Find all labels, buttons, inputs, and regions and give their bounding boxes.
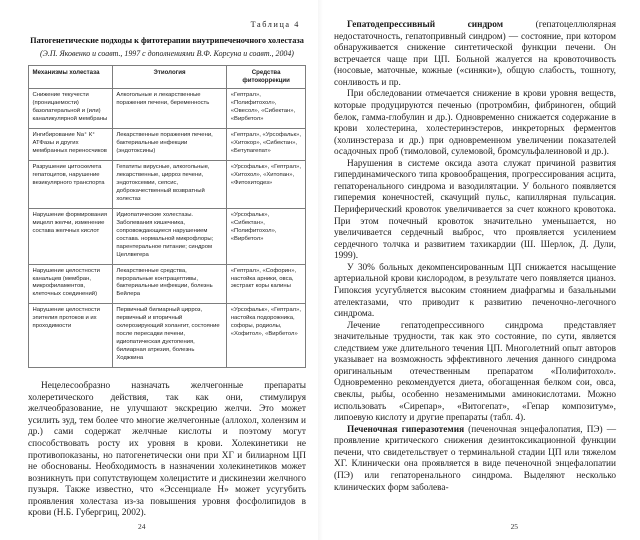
- cell-means: «Гептрал», «Урсофальк», «Хитокор», «Сибектан», «Бетупагепат»: [227, 128, 306, 160]
- column-header-etiology: Этиология: [112, 65, 226, 88]
- table-title: Патогенетические подходы к фитотерапии внутрипеченочного холестаза: [30, 36, 304, 45]
- paragraph-laboratory-findings: [334, 89, 616, 158]
- table-body: [29, 89, 306, 368]
- paragraph-text: У 30% больных декомпенсированным ЦП снижается насыщение артериальной крови кислородом, в результате чего появляется цианоз. Гипоксия усугубляется высоким стоянием диафрагмы и базальными ателектазами, что приводит к развитию печеночно-легочного синдрома.: [334, 262, 616, 320]
- cell-mechanism: Нарушение целостности эпителия протоков и их проходимости: [29, 304, 113, 368]
- cell-etiology: Идиопатические холестазы. Заболевания кишечника, сопровождающиеся нарушением состава. нормальной микрофлоры; парентеральное питание; синдром Целлвегера: [112, 208, 226, 264]
- paragraph-text: Нарушения в системе оксида азота служат причиной развития гипердинамического типа кровообращения, прогрессирования асцита, гепаторенального синдрома и вазодилятации. У больного появляется гиперемия конечностей, скачущий пульс, капиллярная пульсация. Периферический кровоток увеличивается за счет кожного кровотока. При этом почечный кровоток значительно уменьшается, но увеличивается сердечный выброс, что проявляется усилением сердечного толчка и развитием тахикардии (Ш. Шерлок, Д. Дули, 1999).: [334, 158, 616, 262]
- cell-mechanism: Нарушение формирования мицелл желчи, изменение состава желчных кислот: [29, 208, 113, 264]
- cell-means: «Урсофальк», «Гептрал», «Хитохол», «Хитопан», «Фитохитодез»: [227, 160, 306, 208]
- paragraph-text: (гепатоцеллюлярная недостаточность, гепатопривный синдром) — состояние, при котором обнаруживается снижение синтетической функции печени. Он встречается чаще при ЦП. Больной жалуется на кровоточивость (носовые, маточные, кожные («синяки»), общую слабость, тошноту, сонливость и пр.: [334, 20, 617, 88]
- table-row: [29, 264, 306, 304]
- table-header: [29, 65, 306, 88]
- phytotherapy-table: [28, 65, 306, 368]
- paragraph-text: Лечение гепатодепрессивного синдрома представляет значительные трудности, так как это состояние, по сути, является следствием уже длительного течения ЦП. Многолетний опыт авторов указывает на возможность эффективного лечения данного синдрома оригинальным отечественным препаратом «Полифитохол». Одновременно рекомендуется диета, обогащенная белком сои, овса, свеклы, рыбы, особенно незаменимыми аминокислотами. Можно использовать «Сирепар», «Витогепат», «Гепар композитум», липоевую кислоту и другие препараты (табл. 4).: [334, 320, 616, 424]
- paragraph-treatment: [334, 321, 616, 425]
- table-row: [29, 208, 306, 264]
- table-row: [29, 89, 306, 129]
- table-row: [29, 304, 306, 368]
- cell-etiology: Лекарственные средства, пероральные контрацептивы, бактериальные инфекции, болезнь Бейлера: [112, 264, 226, 304]
- term-hepatodepressive-syndrome: Гепатодепрессивный синдром: [347, 20, 504, 30]
- cell-means: «Урсофальк», «Сибектан», «Полифитохол», «Вирбетол»: [227, 208, 306, 264]
- cell-mechanism: Снижение текучести (проницаемости) базолатеральной и (или) каналикулярной мембраны: [29, 89, 113, 129]
- cell-mechanism: Нарушение целостности канальцев (мембран, микрофиламентов, клеточных соединений): [29, 264, 113, 304]
- table-source-citation: (Э.П. Яковенко и соавт., 1997 с дополнениями В.Ф. Корсуна и соавт., 2004): [40, 48, 294, 58]
- cell-means: «Урсофальк», «Гептрал», настойка подорожника, софоры, родиолы, «Хофитол», «Вирбетол»: [227, 304, 306, 368]
- table-row: [29, 128, 306, 160]
- column-header-mechanism: Механизмы холестаза: [29, 65, 113, 88]
- cell-etiology: Алкогольные и лекарственные поражения печени, беременность: [112, 89, 226, 129]
- cell-means: «Гептрал», «Софорин», настойка арники, овса, экстракт коры калины: [227, 264, 306, 304]
- paragraph-nitric-oxide: [334, 159, 616, 263]
- paragraph-text: При обследовании отмечается снижение в крови уровня веществ, которые продуцируются печенью (протромбин, фибриноген, общий белок, гамма-глобулин и др.). Одновременно снижается содержание в крови холестерина, холестеринэстеров, инкреторных ферментов (холинэстераза и др.) при одновременном увеличении показателей осадочных проб (тимоловой, сулемовой, бромсульфалеиновой и др.).: [334, 89, 616, 158]
- table-row: [29, 160, 306, 208]
- table-number-label: Таблица 4: [250, 20, 300, 29]
- cell-etiology: Первичный билиарный цирроз, первичный и вторичный склерозирующий холангит, состояние после пересадки печени, идиопатическая дуктопения, билиарная атрезия, болезнь Ходжкина: [112, 304, 226, 368]
- paragraph-cholestasis-treatment: Нецелесообразно назначать желчегонные препараты холеретического действия, так как они, стимулируя желчеобразование, не улучшают экскрецию желчи. Это может усилить зуд, тем более что многие желчегонные (аллохол, холензим и др.) сами содержат желчные кислоты и поэтому могут способствовать росту их уровня в крови. Холекинетики не противопоказаны, но патогенетически они при ХГ и билиарном ЦП не обоснованы. Необходимость в назначении холекинетиков может возникнуть при сопутствующем холецистите и дискинезии желчного пузыря. Также известно, что «Эссенциале Н» может усугубить проявления холестаза из-за повышения уровня фосфолипидов в крови (Н.Б. Губергриц, 2002).: [28, 381, 306, 519]
- page-number-left: 24: [138, 522, 146, 531]
- paragraph-text: (печеночная энцефалопатия, ПЭ) — проявление критического снижения дезинтоксикационной функции печени, что свидетельствует о терминальной стадии ЦП или тяжелом ХГ. Клинически она проявляется в виде печеночной энцефалопатии (ПЭ) или гепаторенального синдрома. Выделяют несколько клинических форм заболева-: [334, 424, 616, 493]
- paragraph-hyperazotemia-definition: [334, 425, 616, 494]
- column-header-means: Средства фитокоррекции: [227, 65, 306, 88]
- cell-etiology: Лекарственные поражения печени, бактериальные инфекции (эндотоксины): [112, 128, 226, 160]
- right-page: [320, 0, 640, 540]
- page-number-right: 25: [510, 522, 518, 531]
- cell-means: «Гептрал», «Полифитохол», «Овесол», «Сибектан», «Вирбетол»: [227, 89, 306, 129]
- cell-mechanism: Разрушение цитоскелета гепатоцитов, нарушение везикулярного транспорта: [29, 160, 113, 208]
- paragraph-hepatodepressive-definition: [334, 20, 616, 89]
- cell-etiology: Гепатиты вирусные, алкогольные, лекарственные, цирроз печени, эндотоксемии, сепсис, доброкачественный возвратный холестаз: [112, 160, 226, 208]
- cell-mechanism: Ингибирование Na⁺ К⁺ АТФазы и других мембранных переносчиков: [29, 128, 113, 160]
- term-hepatic-hyperazotemia: Печеночная гиперазотемия: [347, 424, 465, 435]
- paragraph-hypoxia-cyanosis: [334, 263, 616, 321]
- table-header-row: [29, 65, 306, 88]
